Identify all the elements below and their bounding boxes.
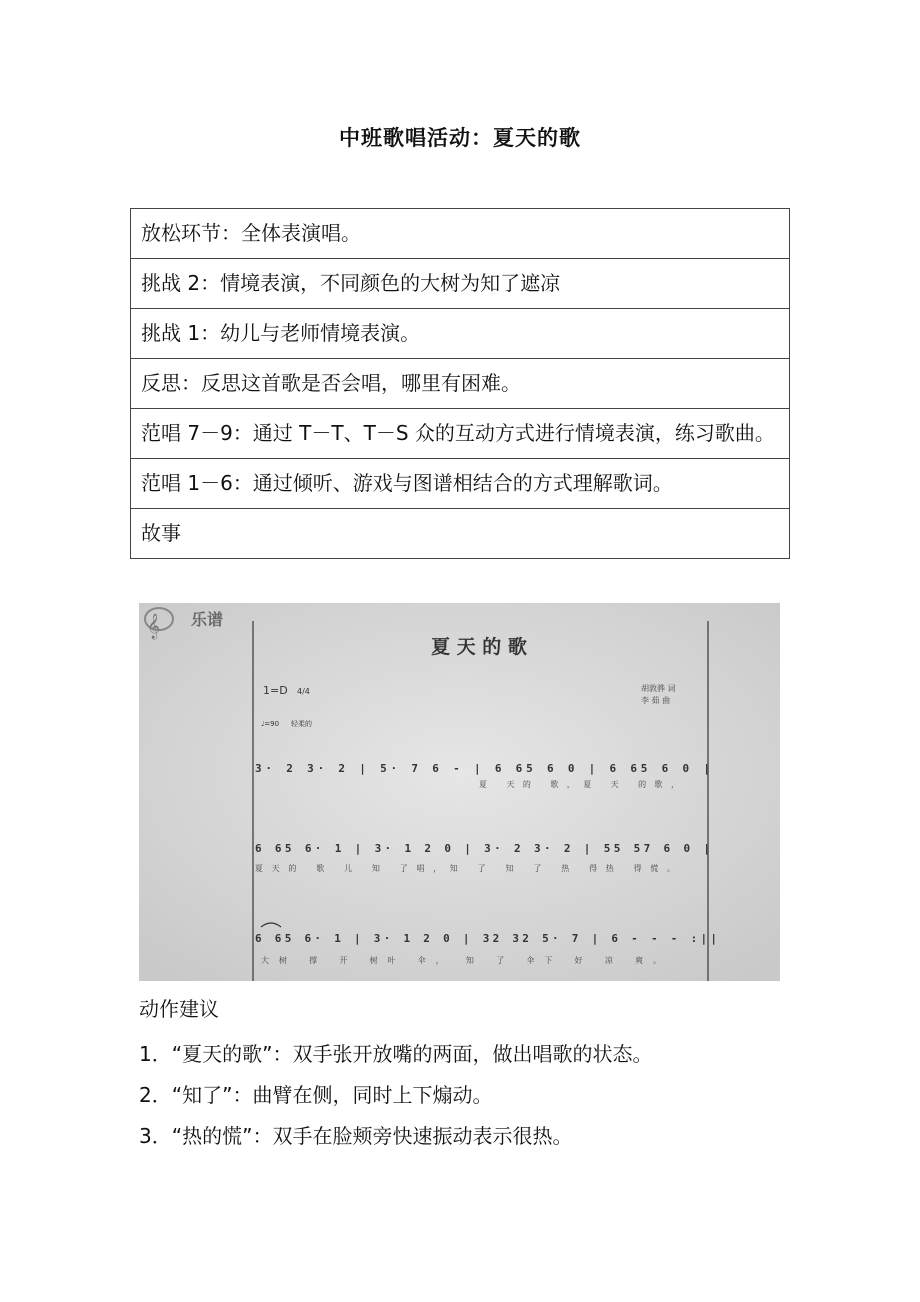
- sheet-music-photo: [139, 603, 780, 981]
- score-line-1-notes: 3· 2 3· 2 | 5· 7 6 - | 6 65 6 0 | 6 65 6 0 |: [255, 762, 710, 775]
- score-line-2-notes: 6 65 6· 1 | 3· 1 2 0 | 3· 2 3· 2 | 55 57 6 0 |: [255, 842, 710, 855]
- table-row: [131, 259, 790, 309]
- table-cell: 挑战 1：幼儿与老师情境表演。: [131, 309, 790, 359]
- table-cell: 挑战 2：情境表演，不同颜色的大树为知了遮凉: [131, 259, 790, 309]
- table-cell: 范唱 7－9：通过 T－T、T－S 众的互动方式进行情境表演，练习歌曲。: [131, 409, 790, 459]
- table-row: [131, 209, 790, 259]
- table-row: [131, 459, 790, 509]
- tempo-marking: ♩=90: [261, 720, 280, 728]
- key-signature: 1=D: [263, 684, 288, 697]
- score-line-1-lyrics: 夏 天的 歌，夏 天 的歌，: [479, 780, 679, 789]
- sheet-music-drawing: [139, 603, 780, 981]
- table-cell: 反思：反思这首歌是否会唱，哪里有困难。: [131, 359, 790, 409]
- table-row: [131, 359, 790, 409]
- expression-marking: 轻柔的: [291, 720, 312, 728]
- activity-plan-table: [130, 208, 790, 559]
- score-line-3-notes: 6 65 6· 1 | 3· 1 2 0 | 32 32 5· 7 | 6 - - - :||: [255, 932, 718, 945]
- list-item: 1．“夏天的歌”：双手张开放嘴的两面，做出唱歌的状态。: [139, 1042, 653, 1066]
- table-row: [131, 309, 790, 359]
- svg-text:𝄞: 𝄞: [147, 614, 161, 639]
- table-cell: 放松环节：全体表演唱。: [131, 209, 790, 259]
- score-line-3-lyrics: 大树 撑 开 树叶 伞， 知 了 伞下 好 凉 爽。: [261, 956, 661, 965]
- score-line-2-lyrics: 夏天的 歌 儿 知 了唱，知 了 知 了 热 得热 得慌。: [255, 864, 675, 873]
- score-brand: 乐谱: [191, 610, 224, 629]
- action-suggestions: [139, 993, 839, 1161]
- table-cell: 范唱 1－6：通过倾听、游戏与图谱相结合的方式理解歌词。: [131, 459, 790, 509]
- time-signature: 4/4: [297, 687, 310, 696]
- list-item: 3．“热的慌”：双手在脸颊旁快速振动表示很热。: [139, 1124, 573, 1148]
- section-heading: 动作建议: [139, 997, 219, 1021]
- table-row: [131, 409, 790, 459]
- list-item: 2．“知了”：曲臂在侧，同时上下煽动。: [139, 1083, 493, 1107]
- table-cell: 故事: [131, 509, 790, 559]
- document-title: 中班歌唱活动：夏天的歌: [339, 126, 581, 150]
- composer-credit: 李 茹 曲: [641, 696, 671, 705]
- lyricist-credit: 胡敦骅 词: [641, 684, 676, 693]
- song-title: 夏 天 的 歌: [431, 636, 527, 658]
- table-row: [131, 509, 790, 559]
